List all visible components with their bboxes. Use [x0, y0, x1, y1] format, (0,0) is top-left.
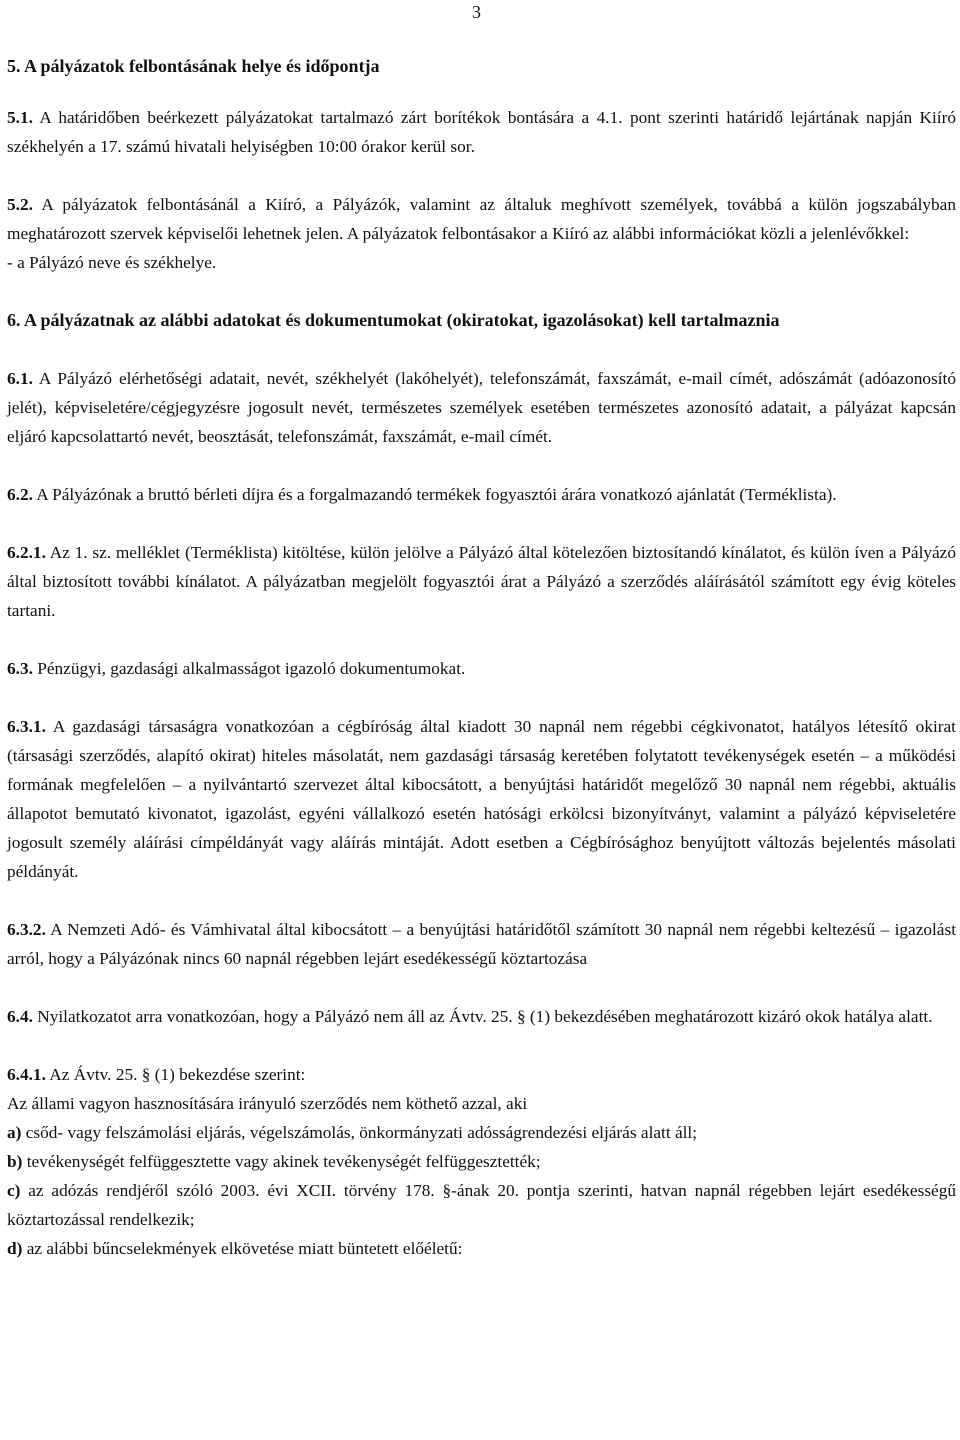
paragraph-number: 6.3.: [7, 659, 33, 678]
paragraph-text: A Nemzeti Adó- és Vámhivatal által kibocsátott – a benyújtási határidőtől számított 30 napnál nem régebbi keltezésű – igazolást arról, hogy a Pályázónak nincs 60 napnál régebben lejárt esedékességű köztartozása: [7, 920, 956, 968]
document-body: [7, 52, 956, 1263]
paragraph-number: 6.4.1.: [7, 1065, 46, 1084]
list-item-label: d): [7, 1239, 23, 1258]
paragraph-5-1: [7, 103, 956, 161]
list-item-label: b): [7, 1152, 23, 1171]
list-item-text: az adózás rendjéről szóló 2003. évi XCII. törvény 178. §-ának 20. pontja szerinti, hatvan napnál régebben lejárt esedékességű köztartozással rendelkezik;: [7, 1181, 957, 1229]
list-item-label: c): [7, 1181, 21, 1200]
list-item-text: tevékenységét felfüggesztette vagy akinek tevékenységét felfüggesztették;: [26, 1152, 541, 1171]
list-item-applicant-name: - a Pályázó neve és székhelye.: [7, 253, 217, 272]
list-item-text: az alábbi bűncselekmények elkövetése miatt büntetett előéletű:: [26, 1239, 463, 1258]
paragraph-6-3: [7, 654, 956, 683]
list-item-c: [7, 1176, 956, 1234]
paragraph-text: A Pályázónak a bruttó bérleti díjra és a forgalmazandó termékek fogyasztói árára vonatkozó ajánlatát (Terméklista).: [36, 485, 837, 504]
paragraph-number: 6.3.1.: [7, 717, 46, 736]
paragraph-number: 6.2.1.: [7, 543, 46, 562]
paragraph-6-3-1: [7, 712, 956, 886]
paragraph-number: 5.1.: [7, 108, 33, 127]
paragraph-6-1: [7, 364, 956, 451]
list-item-text: csőd- vagy felszámolási eljárás, végelszámolás, önkormányzati adósságrendezési eljárás alatt áll;: [25, 1123, 698, 1142]
paragraph-text: A pályázatok felbontásánál a Kiíró, a Pályázók, valamint az általuk meghívott személyek, továbbá a külön jogszabályban meghatározott szervek képviselői lehetnek jelen. A pályázatok felbontásakor a Kiíró az alábbi információkat közli a jelenlévőkkel:: [7, 195, 956, 243]
list-item-a: [7, 1118, 956, 1147]
list-item-label: a): [7, 1123, 22, 1142]
section-6-heading: 6. A pályázatnak az alábbi adatokat és dokumentumokat (okiratokat, igazolásokat) kell tartalmaznia: [7, 310, 780, 330]
paragraph-text: Az Ávtv. 25. § (1) bekezdése szerint:: [49, 1065, 306, 1084]
paragraph-number: 6.3.2.: [7, 920, 46, 939]
paragraph-intro: Az állami vagyon hasznosítására irányuló szerződés nem köthető azzal, aki: [7, 1094, 528, 1113]
paragraph-6-2-1: [7, 538, 956, 625]
paragraph-text: Nyilatkozatot arra vonatkozóan, hogy a Pályázó nem áll az Ávtv. 25. § (1) bekezdésében meghatározott kizáró okok hatálya alatt.: [37, 1007, 933, 1026]
paragraph-number: 5.2.: [7, 195, 33, 214]
section-5-heading: 5. A pályázatok felbontásának helye és időpontja: [7, 56, 380, 76]
paragraph-5-2: [7, 190, 956, 248]
paragraph-text: Pénzügyi, gazdasági alkalmasságot igazoló dokumentumokat.: [37, 659, 466, 678]
paragraph-6-2: [7, 480, 956, 509]
page-number: 3: [472, 2, 481, 22]
paragraph-6-4-1: [7, 1060, 956, 1089]
list-item-d: [7, 1234, 956, 1263]
paragraph-number: 6.1.: [7, 369, 33, 388]
list-item-b: [7, 1147, 956, 1176]
paragraph-6-3-2: [7, 915, 956, 973]
paragraph-number: 6.4.: [7, 1007, 33, 1026]
paragraph-text: Az 1. sz. melléklet (Terméklista) kitöltése, külön jelölve a Pályázó által kötelezően biztosítandó kínálatot, és külön íven a Pályázó által biztosított további kínálatot. A pályázatban megjelölt fogyasztói árat a Pályázó a szerződés aláírásától számított egy évig köteles tartani.: [7, 543, 956, 620]
paragraph-text: A gazdasági társaságra vonatkozóan a cégbíróság által kiadott 30 napnál nem régebbi cégkivonatot, hatályos létesítő okirat (társasági szerződés, alapító okirat) hiteles másolatát, nem gazdasági társaság keretében folytatott tevékenységek esetén – a működési formának megfelelően – a nyilvántartó szervezet által kibocsátott, a benyújtási határidőt megelőző 30 napnál nem régebbi, aktuális állapotot bemutató kivonatot, igazolást, egyéni vállalkozó esetén hatósági erkölcsi bizonyítványt, valamint a pályázó képviseletére jogosult személy aláírási címpéldányát vagy aláírás mintáját. Adott esetben a Cégbírósághoz benyújtott változás bejelentés másolati példányát.: [7, 717, 956, 881]
paragraph-text: A határidőben beérkezett pályázatokat tartalmazó zárt borítékok bontására a 4.1. pont szerinti határidő lejártának napján Kiíró székhelyén a 17. számú hivatali helyiségben 10:00 órakor kerül sor.: [7, 108, 956, 156]
paragraph-6-4: [7, 1002, 956, 1031]
paragraph-number: 6.2.: [7, 485, 33, 504]
paragraph-text: A Pályázó elérhetőségi adatait, nevét, székhelyét (lakóhelyét), telefonszámát, faxszámát, e-mail címét, adószámát (adóazonosító jelét), képviseletére/cégjegyzésre jogosult nevét, természetes személyek esetében természetes azonosító adatait, a pályázat kapcsán eljáró kapcsolattartó nevét, beosztását, telefonszámát, faxszámát, e-mail címét.: [7, 369, 956, 446]
